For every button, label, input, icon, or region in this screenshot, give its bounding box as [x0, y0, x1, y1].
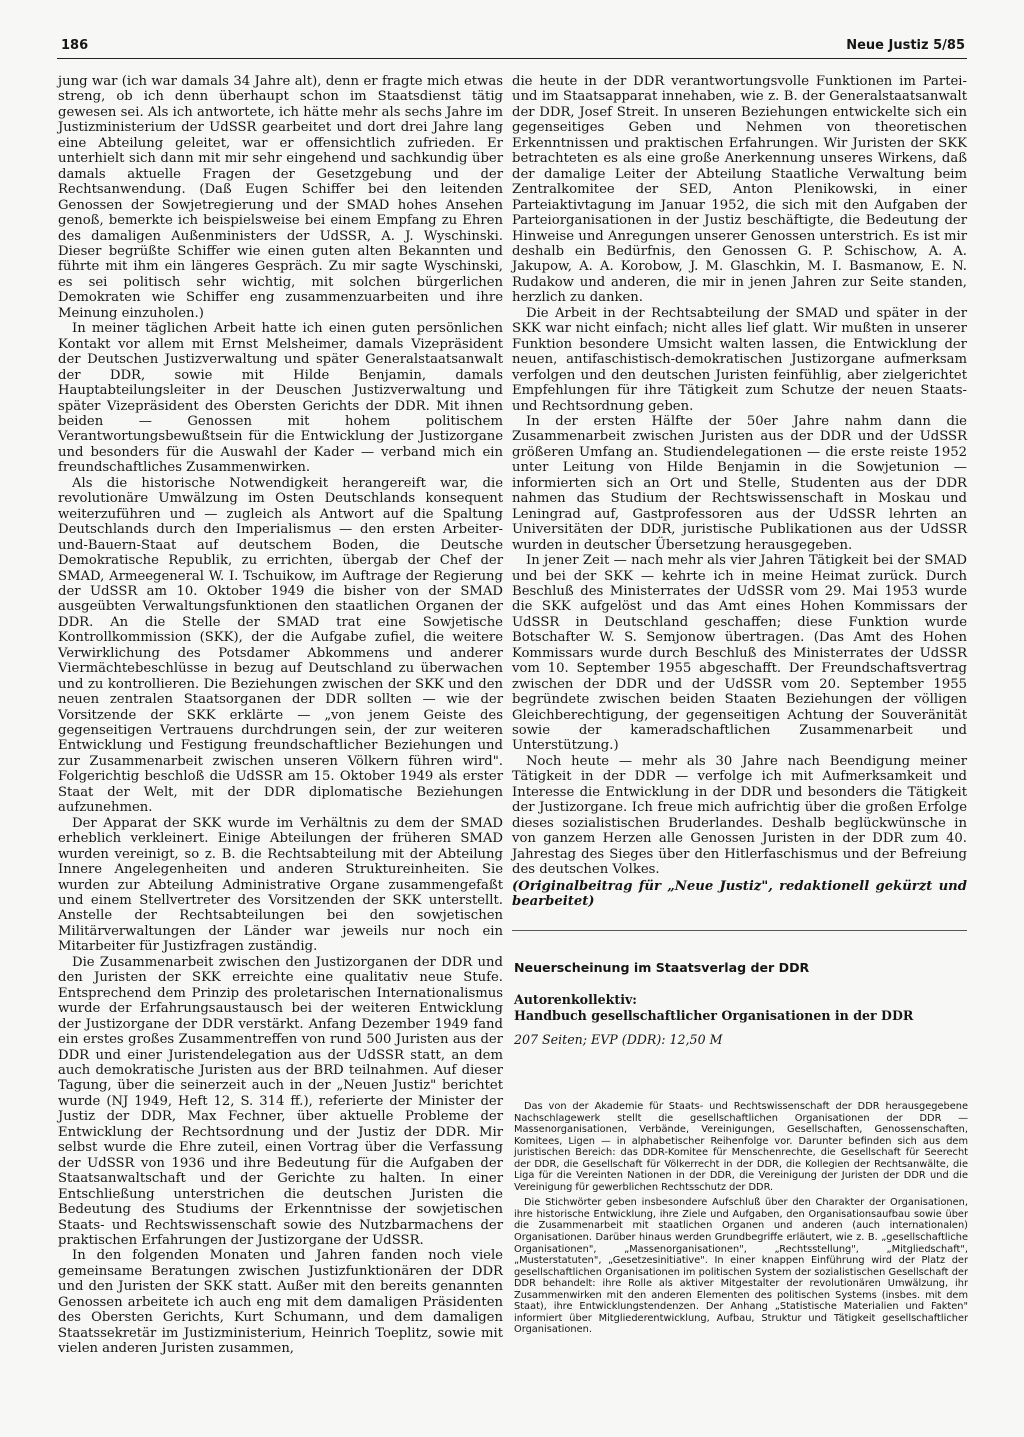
paragraph: In jener Zeit — nach mehr als vier Jahren Tätigkeit bei der SMAD und bei der SKK — kehrte ich in meine Heimat zurück. Durch Beschluß des Ministerrates der UdSSR vom 29. Mai 1953 wurde die SKK aufgelöst und das Amt eines Hohen Kommissars der UdSSR in Deutschland geschaffen; diese Funktion wurde Botschafter W. S. Semjonow übertragen. (Das Amt des Hohen Kommissars wurde durch Beschluß des Ministerrates der UdSSR vom 10. September 1955 abgeschafft. Der Freundschaftsvertrag zwischen der DDR und der UdSSR vom 20. September 1955 begründete zwischen beiden Staaten Beziehungen der völligen Gleichberechtigung, der gegenseitigen Achtung der Souveränität sowie der kameradschaftlichen Zusammenarbeit und Unterstützung.) — [512, 553, 967, 754]
paragraph: Die Arbeit in der Rechtsabteilung der SMAD und später in der SKK war nicht einfach; nicht alles lief glatt. Wir mußten in unserer Funktion besondere Umsicht walten lassen, die Entwicklung der neuen, antifaschistisch-demokratischen Justizorgane aufmerksam verfolgen und den deutschen Juristen feinfühlig, aber zielgerichtet Empfehlungen für ihre Tätigkeit zum Schutze der neuen Staats- und Rechtsordnung geben. — [512, 305, 967, 414]
book-publication-info: 207 Seiten; EVP (DDR): 12,50 M — [514, 1032, 723, 1047]
paragraph: Noch heute — mehr als 30 Jahre nach Beendigung meiner Tätigkeit in der DDR — verfolge ich mit Aufmerksamkeit und Interesse die Entwicklung in der DDR und besonders die Tätigkeit der Justizorgane. Ich freue mich aufrichtig über die großen Erfolge dieses sozialistischen Bruderlandes. Deshalb beglückwünsche in von ganzem Herzen alle Genossen Juristen in der DDR zum 40. Jahrestag des Sieges über den Hitlerfaschismus und der Befreiung des deutschen Volkes. — [512, 753, 967, 878]
paragraph: In meiner täglichen Arbeit hatte ich einen guten persönlichen Kontakt vor allem mit Ernst Melsheimer, damals Vizepräsident der Deutschen Justizverwaltung und später Generalstaatsanwalt der DDR, sowie mit Hilde Benjamin, damals Hauptabteilungsleiter in der Deuschen Justizverwaltung und später Vizepräsident des Obersten Gerichts der DDR. Mit ihnen beiden — Genossen mit hohem politischem Verantwortungsbewußtsein für die Entwicklung der Justizorgane und besonders für die Auswahl der Kader — verband mich ein freundschaftliches Zusammenwirken. — [58, 321, 503, 476]
page-number: 186 — [61, 38, 89, 53]
announcement-heading: Neuerscheinung im Staatsverlag der DDR — [514, 960, 810, 975]
left-column — [58, 74, 503, 1357]
page-header — [57, 34, 967, 59]
paragraph: die heute in der DDR verantwortungsvolle Funktionen im Partei- und im Staatsapparat innehaben, wie z. B. der Generalstaatsanwalt der DDR, Josef Streit. In unseren Beziehungen entwickelte sich ein gegenseitiges Geben und Nehmen von theoretischen Erkenntnissen und praktischen Erfahrungen. Wir Juristen der SKK betrachteten es als eine große Anerkennung unseres Wirkens, daß der damalige Leiter der Abteilung Staatliche Verwaltung beim Zentralkomitee der SED, Anton Plenikowski, in einer Parteiaktivtagung im Januar 1952, die sich mit den Aufgaben der Parteiorganisationen in der Justiz beschäftigte, die Bedeutung der Hinweise und Anregungen unserer Genossen unterstrich. Es ist mir deshalb ein Bedürfnis, den Genossen G. P. Schischow, A. A. Jakupow, A. A. Korobow, J. M. Glaschkin, M. I. Basmanow, E. N. Rudakow und anderen, die mir in jenen Jahren zur Seite standen, herzlich zu danken. — [512, 74, 967, 306]
paragraph: Der Apparat der SKK wurde im Verhältnis zu dem der SMAD erheblich verkleinert. Einige Abteilungen der früheren SMAD wurden vereinigt, so z. B. die Rechtsabteilung mit der Abteilung Innere Angelegenheiten und anderen Struktureinheiten. Sie wurden zur Abteilung Administrative Organe zusammengefaßt und einem Stellvertreter des Vorsitzenden der SKK unterstellt. Anstelle der Rechtsabteilungen bei den sowjetischen Militärverwaltungen der Länder war jeweils nur noch ein Mitarbeiter für Justizfragen zuständig. — [58, 815, 503, 955]
paragraph: In der ersten Hälfte der 50er Jahre nahm dann die Zusammenarbeit zwischen Juristen aus der DDR und der UdSSR größeren Umfang an. Studiendelegationen — die erste reiste 1952 unter Leitung von Hilde Benjamin in die Sowjetunion — informierten sich an Ort und Stelle, Studenten aus der DDR nahmen das Studium der Rechtswissenschaft in Moskau und Leningrad auf, Gastprofessoren aus der UdSSR lehrten an Universitäten der DDR, juristische Publikationen aus der UdSSR wurden in deutscher Übersetzung herausgegeben. — [512, 413, 967, 553]
book-info — [514, 992, 969, 1048]
paragraph: In den folgenden Monaten und Jahren fanden noch viele gemeinsame Beratungen zwischen Justizfunktionären der DDR und den Juristen der SKK statt. Außer mit den bereits genannten Genossen arbeitete ich auch eng mit dem damaligen Präsidenten des Obersten Gerichts, Kurt Schumann, und dem damaligen Staatssekretär im Justizministerium, Heinrich Toeplitz, sowie mit vielen anderen Juristen zusammen, — [58, 1248, 503, 1357]
closing-note: (Originalbeitrag für „Neue Justiz", redaktionell gekürzt und bearbeitet) — [512, 878, 967, 910]
description-paragraph: Das von der Akademie für Staats- und Rechtswissenschaft der DDR herausgegebene Nachschlagewerk stellt die gesellschaftlichen Organisationen der DDR — Massenorganisationen, Verbände, Vereinigungen, Gesellschaften, Genossenschaften, Komitees, Ligen — in alphabetischer Reihenfolge vor. Darunter befinden sich aus dem juristischen Bereich: das DDR-Komitee für Menschenrechte, die Gesellschaft für Seerecht der DDR, die Gesellschaft für Völkerrecht in der DDR, die Kollegien der Rechtsanwälte, die Liga für die Vereinten Nationen in der DDR, die Vereinigung der Juristen der DDR und die Vereinigung für gewerblichen Rechtsschutz der DDR. — [514, 1101, 968, 1193]
journal-issue: Neue Justiz 5/85 — [846, 38, 965, 53]
section-divider — [512, 930, 967, 931]
book-title: Handbuch gesellschaftlicher Organisationen in der DDR — [514, 1008, 914, 1023]
book-description — [514, 1101, 968, 1336]
right-column — [512, 74, 967, 909]
paragraph: jung war (ich war damals 34 Jahre alt), denn er fragte mich etwas streng, ob ich denn überhaupt schon im Staatsdienst tätig gewesen sei. Als ich antwortete, ich hätte mehr als sechs Jahre im Justizministerium der UdSSR gearbeitet und dort drei Jahre lang eine Abteilung geleitet, war er offensichtlich zufrieden. Er unterhielt sich dann mit mir sehr eingehend und sachkundig über damals aktuelle Fragen der Gesetzgebung und der Rechtsanwendung. (Daß Eugen Schiffer bei den leitenden Genossen der Sowjetregierung und der SMAD hohes Ansehen genoß, bemerkte ich beispielsweise bei einem Empfang zu Ehren des damaligen Außenministers der UdSSR, A. J. Wyschinski. Dieser begrüßte Schiffer wie einen guten alten Bekannten und führte mit ihm ein längeres Gespräch. Zu mir sagte Wyschinski, es sei politisch sehr wichtig, mit solchen bürgerlichen Demokraten wie Schiffer eng zusammenzuarbeiten und ihre Meinung einzuholen.) — [58, 74, 503, 321]
paragraph: Als die historische Notwendigkeit herangereift war, die revolutionäre Umwälzung im Osten Deutschlands konsequent weiterzuführen und — zugleich als Antwort auf die Spaltung Deutschlands durch den Imperialismus — den ersten Arbeiter-und-Bauern-Staat auf deutschem Boden, die Deutsche Demokratische Republik, zu errichten, übergab der Chef der SMAD, Armeegeneral W. I. Tschuikow, im Auftrage der Regierung der UdSSR am 10. Oktober 1949 die bisher von der SMAD ausgeübten Verwaltungsfunktionen den staatlichen Organen der DDR. An die Stelle der SMAD trat eine Sowjetische Kontrollkommission (SKK), der die Aufgabe zufiel, die weitere Verwirklichung des Potsdamer Abkommens und anderer Viermächtebeschlüsse in bezug auf Deutschland zu überwachen und zu kontrollieren. Die Beziehungen zwischen der SKK und den neuen zentralen Staatsorganen der DDR sollten — wie der Vorsitzende der SKK erklärte — „von jenem Geiste des gegenseitigen Vertrauens durchdrungen sein, der zur weiteren Entwicklung und Festigung freundschaftlicher Beziehungen und zur Zusammenarbeit zwischen unseren Völkern führen wird". Folgerichtig beschloß die UdSSR am 15. Oktober 1949 als erster Staat der Welt, mit der DDR diplomatische Beziehungen aufzunehmen. — [58, 475, 503, 816]
description-paragraph: Die Stichwörter geben insbesondere Aufschluß über den Charakter der Organisationen, ihre historische Entwicklung, ihre Ziele und Aufgaben, den Organisationsaufbau sowie über die Zusammenarbeit mit staatlichen Organen und anderen (auch internationalen) Organisationen. Darüber hinaus werden Grundbegriffe erläutert, wie z. B. „gesellschaftliche Organisationen", „Massenorganisationen", „Rechtsstellung", „Mitgliedschaft", „Musterstatuten", „Gesetzesinitiative". In einer knappen Einführung wird der Platz der gesellschaftlichen Organisationen im politischen System der sozialistischen Gesellschaft der DDR behandelt: ihre Rolle als aktiver Mitgestalter der revolutionären Umwälzung, ihr Zusammenwirken mit den anderen Elementen des politischen Systems (insbes. mit dem Staat), ihre Entwicklungstendenzen. Der Anhang „Statistische Materialien und Fakten" informiert über Mitgliederentwicklung, Aufbau, Struktur und Tätigkeit gesellschaftlicher Organisationen. — [514, 1197, 968, 1336]
paragraph: Die Zusammenarbeit zwischen den Justizorganen der DDR und den Juristen der SKK erreichte eine qualitativ neue Stufe. Entsprechend dem Prinzip des proletarischen Internationalismus wurde der Erfahrungsaustausch bei der weiteren Entwicklung der Justizorgane der DDR verstärkt. Anfang Dezember 1949 fand ein erstes großes Zusammentreffen von rund 500 Juristen aus der DDR und einer Juristendelegation aus der UdSSR statt, an dem auch demokratische Juristen aus der BRD teilnahmen. Auf dieser Tagung, über die seinerzeit auch in der „Neuen Justiz" berichtet wurde (NJ 1949, Heft 12, S. 314 ff.), referierte der Minister der Justiz der DDR, Max Fechner, über aktuelle Probleme der Entwicklung der Rechtsordnung und der Justiz der DDR. Mir selbst wurde die Ehre zuteil, einen Vortrag über die Verfassung der UdSSR von 1936 und ihre Bedeutung für die Aufgaben der Staatsanwaltschaft und der Gerichte zu halten. In einer Entschließung unterstrichen die deutschen Juristen die Bedeutung des Studiums der Erkenntnisse der sowjetischen Staats- und Rechtswissenschaft sowie des Nutzbarmachens der praktischen Erfahrungen der Justizorgane der UdSSR. — [58, 954, 503, 1248]
book-author: Autorenkollektiv: — [514, 992, 637, 1007]
